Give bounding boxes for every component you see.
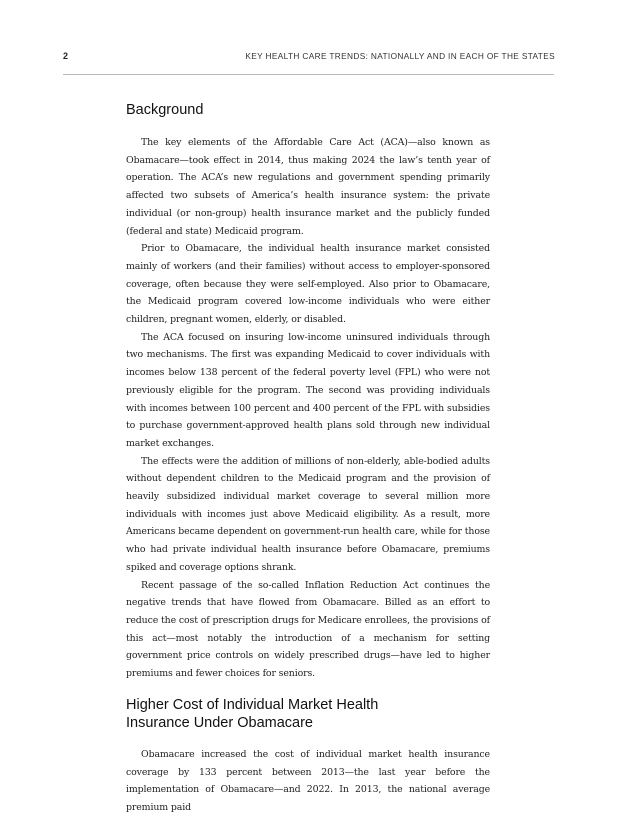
paragraph: The ACA focused on insuring low-income uninsured individuals through two mechanisms. The first was expanding Medicaid to cover individuals with incomes below 138 percent of the federal poverty level (FPL) who were not previously eligible for the program. The second was providing individuals with incomes between 100 percent and 400 percent of the FPL with subsidies to purchase government-approved health plans sold through new individual market exchanges.: [126, 331, 490, 449]
section-heading-higher-cost: [126, 696, 490, 732]
running-title: KEY HEALTH CARE TRENDS: NATIONALLY AND IN EACH OF THE STATES: [245, 51, 555, 61]
paragraph: Recent passage of the so-called Inflation Reduction Act continues the negative trends that have flowed from Obamacare. Billed as an effort to reduce the cost of prescription drugs for Medicare enrollees, the provisions of this act—most notably the introduction of a mechanism for setting government price controls on widely prescribed drugs—have led to higher premiums and fewer choices for seniors.: [126, 579, 490, 680]
paragraph: The key elements of the Affordable Care Act (ACA)—also known as Obamacare—took effect in 2014, thus making 2024 the law’s tenth year of operation. The ACA’s new regulations and government spending primarily affected two subsets of America’s health insurance system: the private individual (or non-group) health insurance market and the publicly funded (federal and state) Medicaid program.: [126, 137, 490, 237]
paragraph: Obamacare increased the cost of individual market health insurance coverage by 133 percent between 2013—the last year before the implementation of Obamacare—and 2022. In 2013, the national average premium paid: [126, 748, 490, 813]
page-header: [63, 51, 555, 67]
section-heading-background: Background: [126, 102, 204, 118]
paragraph: Prior to Obamacare, the individual health insurance market consisted mainly of workers (and their families) without access to employer-sponsored coverage, often because they were self-employed. Also prior to Obamacare, the Medicaid program covered low-income individuals who were either children, pregnant women, elderly, or disabled.: [126, 243, 490, 326]
header-divider: [63, 74, 554, 75]
page-number: 2: [63, 51, 69, 61]
heading-line-2: Insurance Under Obamacare: [126, 714, 313, 731]
heading-line-1: Higher Cost of Individual Market Health: [126, 696, 379, 713]
paragraph: The effects were the addition of millions of non-elderly, able-bodied adults without dependent children to the Medicaid program and the provision of heavily subsidized individual market coverage to several million more individuals with incomes just above Medicaid eligibility. As a result, more Americans became dependent on government-run health care, while for those who had private individual health insurance before Obamacare, premiums spiked and coverage options shrank.: [126, 455, 490, 573]
main-content: [126, 101, 490, 817]
